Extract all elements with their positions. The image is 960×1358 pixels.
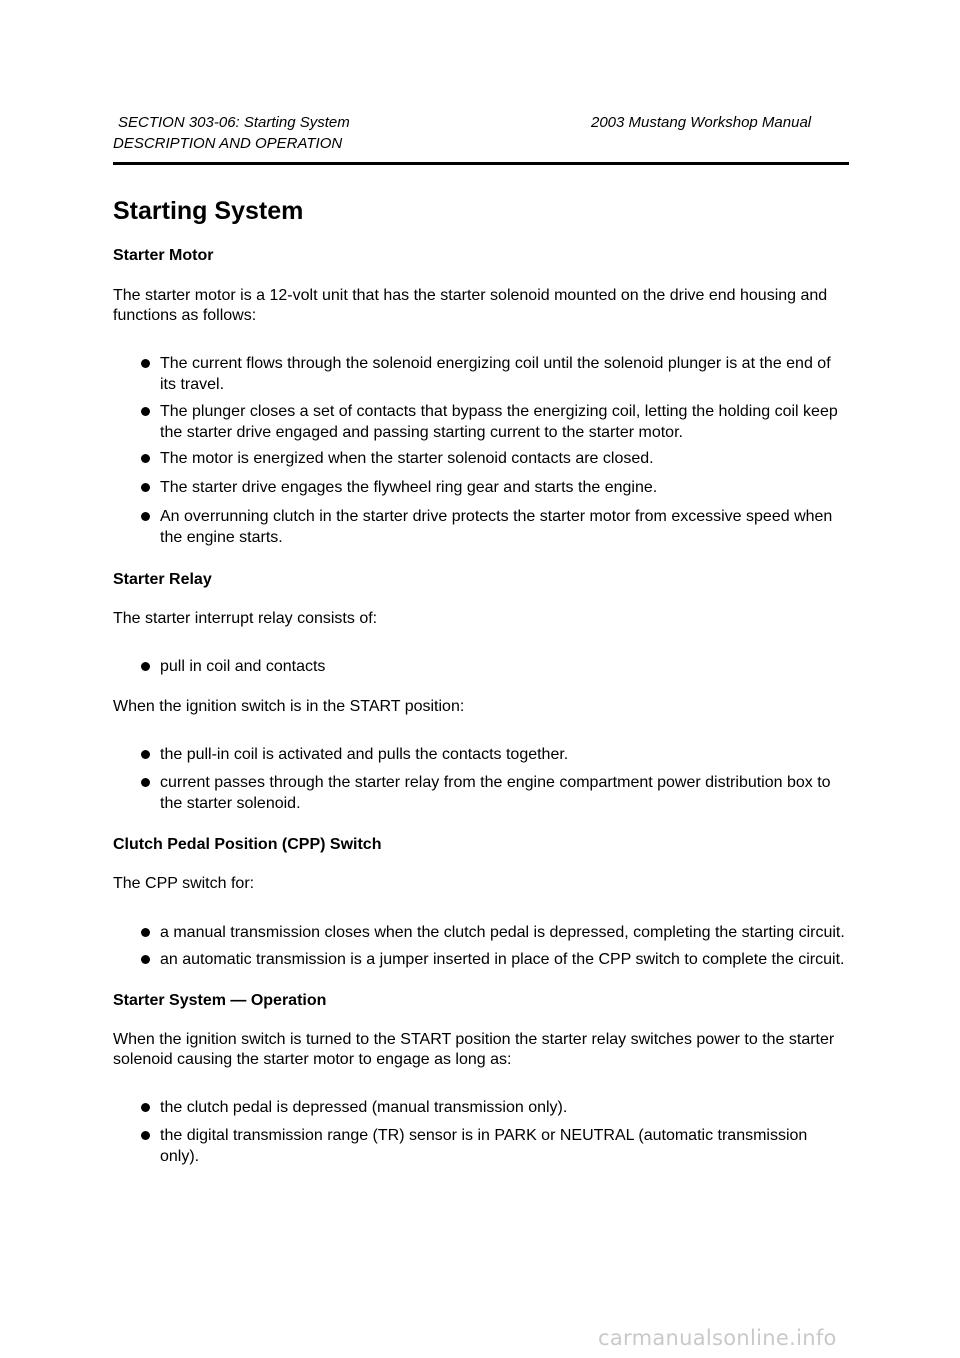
cpp-switch-list <box>113 922 849 970</box>
bullet-icon <box>141 1103 150 1112</box>
category-label: DESCRIPTION AND OPERATION <box>113 135 343 152</box>
bullet-icon <box>141 407 150 416</box>
bullet-icon <box>141 1131 150 1140</box>
starter-motor-list <box>113 353 849 548</box>
list-item: a manual transmission closes when the clutch pedal is depressed, completing the starting circuit. <box>113 922 849 943</box>
list-item: The motor is energized when the starter solenoid contacts are closed. <box>113 448 849 469</box>
bullet-icon <box>141 955 150 964</box>
list-item: The plunger closes a set of contacts that bypass the energizing coil, letting the holding coil keep the starter drive engaged and passing starting current to the starter motor. <box>113 401 849 443</box>
page-title: Starting System <box>113 197 304 225</box>
bullet-icon <box>141 483 150 492</box>
list-item: the digital transmission range (TR) sensor is in PARK or NEUTRAL (automatic transmission only). <box>113 1125 849 1167</box>
bullet-icon <box>141 512 150 521</box>
section-heading-starter-relay: Starter Relay <box>113 571 212 588</box>
starter-relay-list <box>113 656 849 677</box>
list-item: The current flows through the solenoid energizing coil until the solenoid plunger is at the end of its travel. <box>113 353 849 395</box>
bullet-icon <box>141 778 150 787</box>
document-body <box>113 193 849 1167</box>
page-header <box>113 114 849 165</box>
list-item: an automatic transmission is a jumper inserted in place of the CPP switch to complete the circuit. <box>113 949 849 970</box>
bullet-icon <box>141 662 150 671</box>
bullet-icon <box>141 928 150 937</box>
bullet-icon <box>141 454 150 463</box>
starter-motor-intro: The starter motor is a 12-volt unit that has the starter solenoid mounted on the drive end housing and functions as follows: <box>113 287 828 324</box>
operation-intro: When the ignition switch is turned to the START position the starter relay switches power to the starter solenoid causing the starter motor to engage as long as: <box>113 1031 835 1068</box>
cpp-switch-intro: The CPP switch for: <box>113 875 255 892</box>
section-heading-operation: Starter System — Operation <box>113 992 327 1009</box>
list-item: current passes through the starter relay from the engine compartment power distribution box to the starter solenoid. <box>113 772 849 814</box>
bullet-icon <box>141 359 150 368</box>
starter-relay-list-2 <box>113 744 849 814</box>
manual-title: 2003 Mustang Workshop Manual <box>591 114 812 131</box>
section-heading-starter-motor: Starter Motor <box>113 247 214 264</box>
section-heading-cpp-switch: Clutch Pedal Position (CPP) Switch <box>113 836 382 853</box>
watermark: carmanualsonline.info <box>598 1326 837 1350</box>
list-item: the pull-in coil is activated and pulls the contacts together. <box>113 744 849 765</box>
list-item: pull in coil and contacts <box>113 656 849 677</box>
list-item: The starter drive engages the flywheel ring gear and starts the engine. <box>113 477 849 498</box>
bullet-icon <box>141 750 150 759</box>
operation-list <box>113 1097 849 1167</box>
list-item: An overrunning clutch in the starter drive protects the starter motor from excessive speed when the engine starts. <box>113 506 849 548</box>
starter-relay-intro: The starter interrupt relay consists of: <box>113 610 378 627</box>
list-item: the clutch pedal is depressed (manual transmission only). <box>113 1097 849 1118</box>
section-label: SECTION 303-06: Starting System <box>118 114 350 131</box>
starter-relay-intro-2: When the ignition switch is in the START position: <box>113 698 465 715</box>
